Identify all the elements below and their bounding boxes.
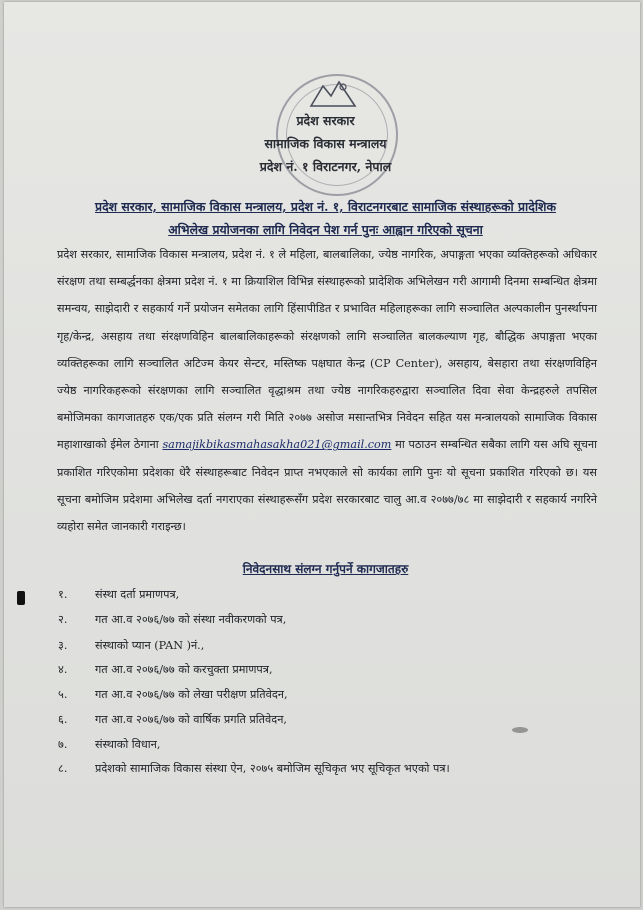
ink-smudge [512, 727, 528, 733]
list-item [58, 687, 288, 702]
list-item [58, 761, 450, 776]
list-item-number: ७. [58, 738, 68, 751]
list-item-text: गत आ.व २०७६/७७ को लेखा परीक्षण प्रतिवेदन, [95, 688, 288, 701]
letterhead-line-2: सामाजिक विकास मन्त्रालय [264, 136, 387, 151]
list-item-number: ५. [58, 688, 68, 701]
notice-body-part-2: मा पठाउन सम्बन्धित सबैका लागि यस अघि सूचना प्रकाशित गरिएकोमा प्रदेशका धेरै संस्थाहरूबाट निवेदन प्राप्त नभएकाले सो कार्यका लागि पुनः यो सूचना प्रकाशित गरिएको छ। यस सूचना बमोजिम प्रदेशमा अभिलेख दर्ता नगराएका संस्थाहरूसँग प्रदेश सरकारबाट चालु आ.व २०७७/७८ मा साझेदारी र सहकार्य नगरिने व्यहोरा समेत जानकारी गराइन्छ। [57, 438, 597, 534]
list-item-number: ६. [58, 713, 68, 726]
list-item [58, 712, 287, 727]
list-item [58, 587, 179, 602]
email-link[interactable]: samajikbikasmahasakha021@gmail.com [162, 438, 392, 452]
letterhead-line-3: प्रदेश नं. १ विराटनगर, नेपाल [259, 159, 392, 174]
list-item-number: ३. [58, 639, 68, 652]
list-item-number: ८. [58, 762, 68, 775]
notice-body-part-1: प्रदेश सरकार, सामाजिक विकास मन्त्रालय, प्रदेश नं. १ ले महिला, बालबालिका, ज्येष्ठ नागरिक, अपाङ्गता भएका व्यक्तिहरूको अधिकार संरक्षण तथा सम्बर्द्धनका क्षेत्रमा प्रदेश नं. १ मा क्रियाशिल विभिन्न संस्थाहरूको प्रादेशिक अभिलेखन गरी आगामी दिनमा सम्बन्धित क्षेत्रमा समन्वय, साझेदारी र सहकार्य गर्ने प्रयोजन समेतका लागि हिंसापीडित र प्रभावित महिलाहरूका लागि सञ्चालित अल्पकालीन पुनर्स्थापना गृह/केन्द्र, असहाय तथा संरक्षणविहिन बालबालिकाहरूको संरक्षणको लागि सञ्चालित बालकल्याण गृह, बौद्धिक अपाङ्गता भएका व्यक्तिहरूका लागि सञ्चालित अटिज्म केयर सेन्टर, मस्तिष्क पक्षघात केन्द्र (CP Center), असहाय, बेसहारा तथा संरक्षणविहिन ज्येष्ठ नागरिकहरूको संरक्षणका लागि सञ्चालित वृद्धाश्रम तथा ज्येष्ठ नागरिकहरुद्वारा सञ्चालित दिवा सेवा केन्द्रहरुले तपसिल बमोजिमका कागजातहरु एक/एक प्रति संलग्न गरी मिति २०७७ असोज मसान्तभित्र निवेदन सहित यस मन्त्रालयको सामाजिक विकास महाशाखाको ईमेल ठेगाना [57, 248, 597, 452]
punch-hole-mark [17, 591, 25, 605]
list-item-text: संस्थाको प्यान (PAN )नं., [95, 639, 205, 652]
subject-line-1: प्रदेश सरकार, सामाजिक विकास मन्त्रालय, प्रदेश नं. १, विराटनगरबाट सामाजिक संस्थाहरूको प्रादेशिक [95, 199, 556, 214]
letterhead-line-1: प्रदेश सरकार [296, 113, 355, 128]
document-page [4, 2, 640, 907]
emblem-icon [309, 78, 357, 108]
list-item-number: ४. [58, 663, 68, 676]
list-item-text: संस्था दर्ता प्रमाणपत्र, [95, 588, 180, 601]
list-item [58, 662, 273, 677]
list-item [58, 737, 160, 752]
list-item-text: गत आ.व २०७६/७७ को संस्था नवीकरणको पत्र, [95, 613, 287, 626]
notice-body [57, 241, 597, 540]
documents-list-title: निवेदनसाथ संलग्न गर्नुपर्ने कागजातहरु [242, 562, 409, 576]
list-item [58, 638, 204, 653]
subject-line-2: अभिलेख प्रयोजनका लागि निवेदन पेश गर्न पुनः आह्वान गरिएको सूचना [168, 222, 483, 237]
list-item-text: प्रदेशको सामाजिक विकास संस्था ऐन, २०७५ बमोजिम सूचिकृत भए सूचिकृत भएको पत्र। [95, 762, 450, 775]
list-item-number: २. [58, 613, 68, 626]
list-item-number: १. [58, 588, 68, 601]
list-item-text: गत आ.व २०७६/७७ को वार्षिक प्रगति प्रतिवेदन, [95, 713, 287, 726]
list-item-text: गत आ.व २०७६/७७ को करचुक्ता प्रमाणपत्र, [95, 663, 273, 676]
list-item-text: संस्थाको विधान, [95, 738, 161, 751]
list-item [58, 612, 286, 627]
